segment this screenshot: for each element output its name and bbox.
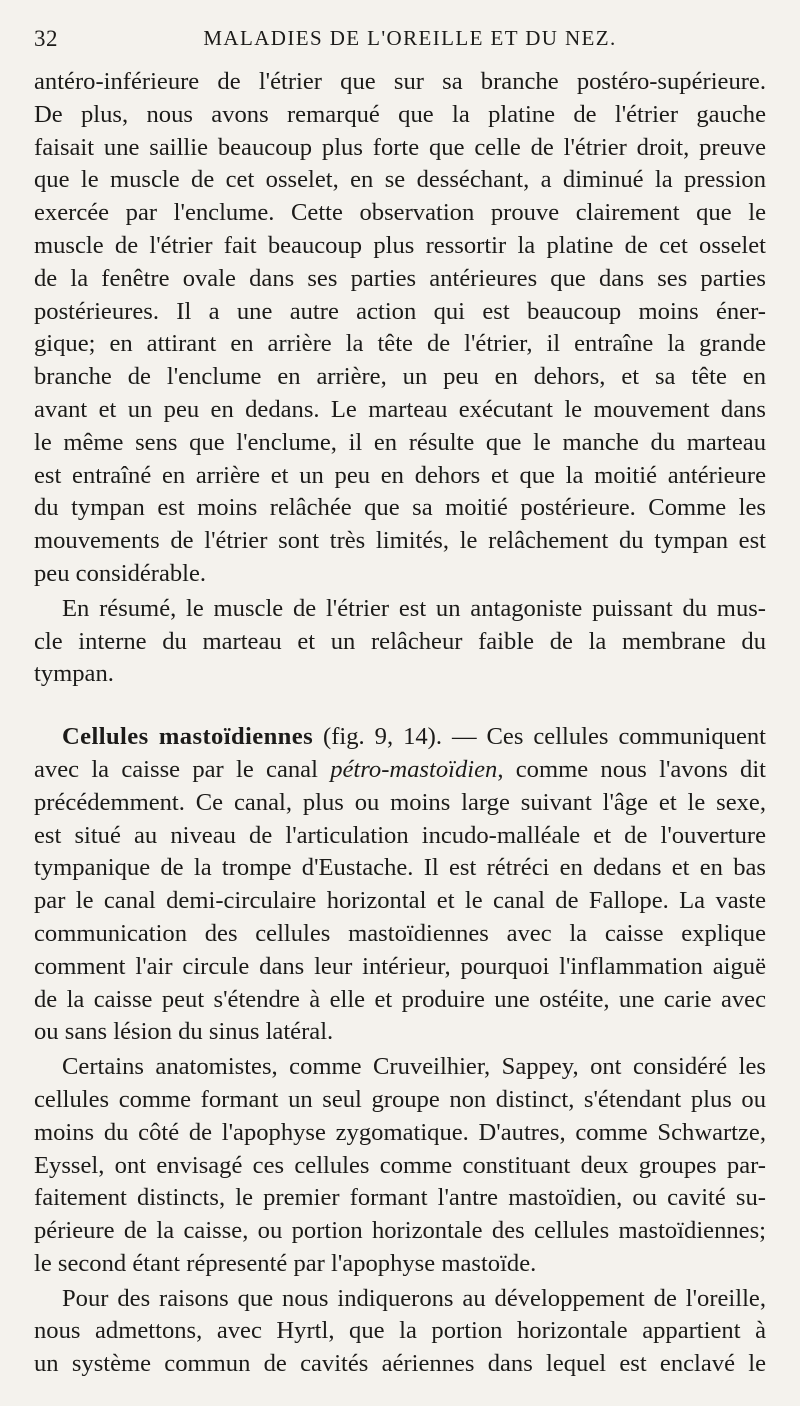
- text-line: Eyssel, ont envisagé ces cellules comme constituant deux groupes par-: [34, 1151, 766, 1179]
- text-line: avant et un peu en dedans. Le marteau exécutant le mouvement dans: [34, 395, 766, 423]
- text-line: du tympan est moins relâchée que sa moitié postérieure. Comme les: [34, 494, 766, 522]
- text-line: comment l'air circule dans leur intérieur, pourquoi l'inflammation aiguë: [34, 952, 766, 980]
- text-line: faisait une saillie beaucoup plus forte que celle de l'étrier droit, preuve: [34, 133, 766, 161]
- text-line: En résumé, le muscle de l'étrier est un antagoniste puissant du mus-: [62, 594, 766, 622]
- paragraph-2: [34, 593, 766, 691]
- text-line: que le muscle de cet osselet, en se desséchant, a diminué la pression: [34, 166, 766, 194]
- paragraph-3: [34, 721, 766, 1049]
- text-line: De plus, nous avons remarqué que la platine de l'étrier gauche: [34, 100, 766, 128]
- paragraph-5: [34, 1283, 766, 1381]
- text-line: antéro-inférieure de l'étrier que sur sa branche postéro-supérieure.: [34, 68, 766, 95]
- text-line: cle interne du marteau et un relâcheur faible de la membrane du: [34, 627, 766, 655]
- text-run: avec la caisse par le canal: [34, 755, 331, 783]
- text-line: ou sans lésion du sinus latéral.: [34, 1018, 334, 1046]
- text-line: peu considérable.: [34, 559, 207, 587]
- text-line: faitement distincts, le premier formant l'antre mastoïdien, ou cavité su-: [34, 1184, 766, 1212]
- text-line: de la caisse peut s'étendre à elle et produire une ostéite, une carie avec: [34, 985, 766, 1013]
- text-line: branche de l'enclume en arrière, un peu en dehors, et sa tête en: [34, 363, 766, 391]
- paragraph-1: [34, 66, 766, 591]
- text-line: tympanique de la trompe d'Eustache. Il est rétréci en dedans et en bas: [34, 854, 766, 882]
- text-line: moins du côté de l'apophyse zygomatique. D'autres, comme Schwartze,: [34, 1118, 766, 1146]
- text-line: le second étant répresenté par l'apophyse mastoïde.: [34, 1249, 537, 1277]
- text-line: postérieures. Il a une autre action qui est beaucoup moins éner-: [34, 297, 766, 325]
- text-line: cellules comme formant un seul groupe non distinct, s'étendant plus ou: [34, 1085, 766, 1113]
- text-line: [34, 754, 766, 787]
- text-line: Pour des raisons que nous indiquerons au développement de l'oreille,: [62, 1284, 766, 1312]
- text-line: mouvements de l'étrier sont très limités, le relâchement du tympan est: [34, 527, 766, 555]
- text-line: le même sens que l'enclume, il en résulte que le manche du marteau: [34, 428, 766, 456]
- text-line: Certains anatomistes, comme Cruveilhier, Sappey, ont considéré les: [62, 1053, 766, 1081]
- text-line: périeure de la caisse, ou portion horizontale des cellules mastoïdiennes;: [34, 1217, 766, 1245]
- paragraph-4: [34, 1051, 766, 1281]
- text-run: (fig. 9, 14). — Ces cellules communiquent: [313, 723, 766, 751]
- text-line: par le canal demi-circulaire horizontal et le canal de Fallope. La vaste: [34, 887, 766, 915]
- text-line: exercée par l'enclume. Cette observation prouve clairement que le: [34, 199, 766, 227]
- text-line: tympan.: [34, 660, 114, 688]
- text-line: un système commun de cavités aériennes dans lequel est enclavé le: [34, 1350, 766, 1378]
- running-title: MALADIES DE L'OREILLE ET DU NEZ.: [203, 26, 617, 50]
- text-line: nous admettons, avec Hyrtl, que la portion horizontale appartient à: [34, 1317, 766, 1345]
- text-line: est situé au niveau de l'articulation incudo-malléale et de l'ouverture: [34, 821, 766, 849]
- body-text: [34, 66, 766, 1381]
- text-line: gique; en attirant en arrière la tête de l'étrier, il entraîne la grande: [34, 330, 766, 358]
- page-number: 32: [34, 26, 58, 51]
- text-run: , comme nous l'avons dit: [497, 755, 766, 783]
- running-header: [34, 26, 770, 60]
- text-line: muscle de l'étrier fait beaucoup plus ressortir la platine de cet osselet: [34, 231, 766, 259]
- text-line: précédemment. Ce canal, plus ou moins large suivant l'âge et le sexe,: [34, 788, 766, 816]
- text-line: de la fenêtre ovale dans ses parties antérieures que dans ses parties: [34, 264, 766, 292]
- italic-term: pétro-mastoïdien: [330, 755, 498, 783]
- section-heading: Cellules mastoïdiennes: [62, 723, 314, 751]
- text-line: communication des cellules mastoïdiennes avec la caisse explique: [34, 919, 766, 947]
- text-line: [34, 721, 766, 754]
- text-line: est entraîné en arrière et un peu en dehors et que la moitié antérieure: [34, 461, 766, 489]
